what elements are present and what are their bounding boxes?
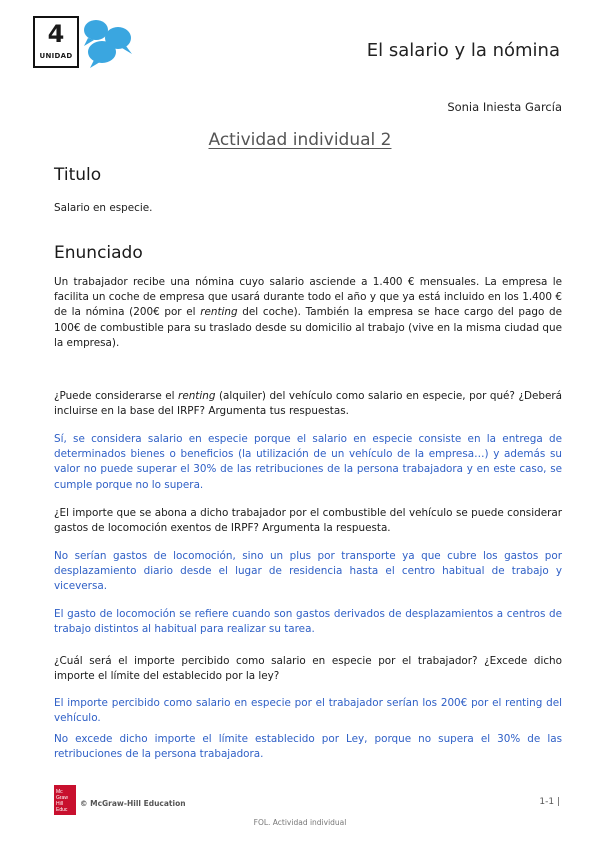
footer-copyright: © McGraw-Hill Education bbox=[80, 799, 186, 808]
svg-text:Educ: Educ bbox=[56, 807, 68, 813]
chapter-title: El salario y la nómina bbox=[366, 40, 560, 61]
answer-2a: No serían gastos de locomoción, sino un plus por transporte ya que cubre los gastos por desplazamiento diario desde el lugar de residencia hasta el centro habitual de trabajo y viceversa. bbox=[54, 550, 562, 593]
answer-3b: No excede dicho importe el límite establecido por Ley, porque no supera el 30% de las retribuciones de la persona trabajadora. bbox=[54, 733, 562, 761]
enunciado-heading: Enunciado bbox=[54, 243, 143, 263]
enunciado-text-part1: Un trabajador recibe una nómina cuyo salario asciende a 1.400 € mensuales. La empresa le facilita un coche de empresa que usará durante todo el año y que ya está incluido en los 1.400 € de la nómina (200€ por el bbox=[54, 276, 562, 319]
page-number: 1-1 | bbox=[539, 797, 560, 807]
question-2: ¿El importe que se abona a dicho trabajador por el combustible del vehículo se puede considerar gastos de locomoción exentos de IRPF? Argumenta la respuesta. bbox=[54, 507, 562, 535]
author-name: Sonia Iniesta García bbox=[447, 100, 562, 114]
question-1-italic: renting bbox=[178, 390, 216, 402]
document-title: Actividad individual 2 bbox=[208, 130, 392, 150]
unit-number: 4 bbox=[47, 20, 65, 48]
question-1-part2: (alquiler) del vehículo como salario en especie, por qué? ¿Deberá incluirse en la base del IRPF? Argumenta tus respuestas. bbox=[54, 390, 562, 418]
svg-text:Mc: Mc bbox=[56, 789, 63, 795]
speech-bubbles-icon bbox=[80, 16, 134, 70]
titulo-heading: Titulo bbox=[54, 165, 102, 185]
enunciado-text-part2: del coche). También la empresa se hace cargo del pago de 100€ de combustible para su traslado desde su domicilio al trabajo (vive en la misma ciudad que la empresa). bbox=[54, 306, 562, 349]
answer-1: Sí, se considera salario en especie porque el salario en especie consiste en la entrega de determinados bienes o beneficios (la utilización de un vehículo de la empresa…) y además su valor no puede superar el 30% de las retribuciones de la persona trabajadora y en este caso, se cumple porque no lo supera. bbox=[54, 433, 562, 491]
answer-2b: El gasto de locomoción se refiere cuando son gastos derivados de desplazamientos a centros de trabajo distintos al habitual para realizar su tarea. bbox=[54, 608, 562, 636]
titulo-text: Salario en especie. bbox=[54, 202, 153, 214]
mcgraw-hill-logo bbox=[54, 785, 76, 815]
question-1-part1: ¿Puede considerarse el bbox=[54, 390, 179, 402]
enunciado-text bbox=[54, 275, 562, 351]
question-1 bbox=[54, 389, 562, 419]
unit-label: UNIDAD bbox=[39, 52, 73, 60]
question-3: ¿Cuál será el importe percibido como salario en especie por el trabajador? ¿Excede dicho importe el límite del establecido por la ley? bbox=[54, 655, 562, 683]
enunciado-text-italic: renting bbox=[200, 306, 238, 319]
unit-badge bbox=[33, 16, 79, 68]
svg-text:Hill: Hill bbox=[56, 801, 63, 807]
footer-doc-label: FOL. Actividad individual bbox=[253, 818, 347, 827]
svg-text:Graw: Graw bbox=[56, 795, 68, 801]
answer-3a: El importe percibido como salario en especie por el trabajador serían los 200€ por el renting del vehículo. bbox=[54, 697, 562, 725]
